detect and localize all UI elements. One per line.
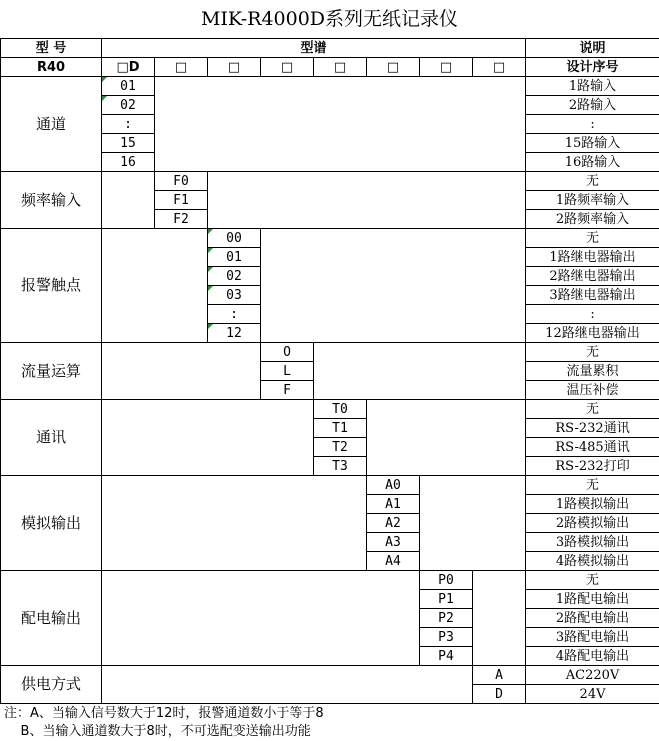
option-code-text: A1 — [385, 496, 401, 512]
option-code-text: 12 — [226, 325, 242, 341]
option-code — [102, 153, 155, 172]
option-code-text: 02 — [226, 268, 242, 284]
blank-cell — [473, 571, 526, 666]
option-description: 2路输入 — [526, 96, 659, 115]
option-code — [155, 191, 208, 210]
blank-cell — [102, 400, 314, 476]
option-description: AC220V — [526, 666, 659, 685]
option-description: 1路频率输入 — [526, 191, 659, 210]
blank-cell — [102, 666, 473, 704]
group-label: 流量运算 — [1, 343, 102, 400]
slot-placeholder: □ — [420, 58, 473, 77]
option-description: 1路模拟输出 — [526, 495, 659, 514]
option-description: 4路配电输出 — [526, 647, 659, 666]
subheader-row — [1, 58, 659, 77]
option-code — [208, 305, 261, 324]
option-code — [314, 438, 367, 457]
spec-row — [1, 476, 659, 495]
group-label: 供电方式 — [1, 666, 102, 704]
blank-cell — [102, 172, 155, 229]
option-code-text: T3 — [332, 458, 348, 474]
option-code — [314, 419, 367, 438]
option-code-text: A4 — [385, 553, 401, 569]
option-code-text: P0 — [438, 572, 454, 588]
option-code-text: A3 — [385, 534, 401, 550]
blank-cell — [261, 229, 526, 343]
option-code — [420, 647, 473, 666]
option-description: 无 — [526, 400, 659, 419]
header-spectrum: 型谱 — [102, 39, 526, 58]
option-code — [102, 77, 155, 96]
slot-placeholder: □ — [155, 58, 208, 77]
option-code-text: : — [230, 306, 238, 322]
option-code-text: 16 — [120, 154, 136, 170]
cell-comment-marker — [208, 248, 213, 253]
option-code-text: T0 — [332, 401, 348, 417]
cell-comment-marker — [208, 229, 213, 234]
option-description: 2路继电器输出 — [526, 267, 659, 286]
option-code-text: : — [124, 116, 132, 132]
option-code-text: A0 — [385, 477, 401, 493]
option-code — [102, 96, 155, 115]
slot-placeholder: □ — [314, 58, 367, 77]
option-code-text: T1 — [332, 420, 348, 436]
option-description: 4路模拟输出 — [526, 552, 659, 571]
spec-row — [1, 229, 659, 248]
option-description: 温压补偿 — [526, 381, 659, 400]
slot-placeholder: □ — [208, 58, 261, 77]
option-code-text: A — [495, 667, 503, 683]
option-code — [367, 476, 420, 495]
option-description: 3路配电输出 — [526, 628, 659, 647]
option-code — [208, 324, 261, 343]
blank-cell — [367, 400, 526, 476]
cell-comment-marker — [208, 324, 213, 329]
option-code — [261, 362, 314, 381]
subheader-description: 设计序号 — [526, 58, 659, 77]
option-code — [261, 381, 314, 400]
option-code-text: A2 — [385, 515, 401, 531]
option-code — [102, 134, 155, 153]
slot-placeholder: □ — [473, 58, 526, 77]
option-description: 1路继电器输出 — [526, 248, 659, 267]
option-code-text: P1 — [438, 591, 454, 607]
option-description: RS-232通讯 — [526, 419, 659, 438]
header-description: 说明 — [526, 39, 659, 58]
option-code — [261, 343, 314, 362]
option-code — [155, 172, 208, 191]
option-description: 无 — [526, 172, 659, 191]
option-description: 2路配电输出 — [526, 609, 659, 628]
cell-comment-marker — [208, 286, 213, 291]
header-row — [1, 39, 659, 58]
blank-cell — [102, 476, 367, 571]
option-code — [367, 552, 420, 571]
option-code-text: P4 — [438, 648, 454, 664]
blank-cell — [420, 476, 526, 571]
document-title: MIK-R4000D系列无纸记录仪 — [200, 8, 459, 30]
option-code — [208, 248, 261, 267]
group-label: 报警触点 — [1, 229, 102, 343]
slot-placeholder: □D — [102, 58, 155, 77]
option-description: 无 — [526, 343, 659, 362]
spec-row — [1, 172, 659, 191]
option-code — [314, 400, 367, 419]
option-description: 2路模拟输出 — [526, 514, 659, 533]
option-description: 24V — [526, 685, 659, 704]
option-code-text: F2 — [173, 211, 189, 227]
option-code-text: F1 — [173, 192, 189, 208]
option-description: 2路频率输入 — [526, 210, 659, 229]
cell-comment-marker — [208, 267, 213, 272]
group-label: 配电输出 — [1, 571, 102, 666]
option-code-text: 15 — [120, 135, 136, 151]
option-code-text: F — [283, 382, 291, 398]
option-description: RS-232打印 — [526, 457, 659, 476]
option-code — [208, 267, 261, 286]
spec-row — [1, 343, 659, 362]
blank-cell — [102, 571, 420, 666]
option-code — [102, 115, 155, 134]
option-description: 1路输入 — [526, 77, 659, 96]
option-description: 流量累积 — [526, 362, 659, 381]
option-code-text: 01 — [226, 249, 242, 265]
option-code — [367, 495, 420, 514]
spec-row — [1, 666, 659, 685]
option-code-text: D — [495, 686, 503, 702]
option-description: 15路输入 — [526, 134, 659, 153]
option-code — [473, 666, 526, 685]
option-description: : — [526, 305, 659, 324]
slot-placeholder: □ — [261, 58, 314, 77]
blank-cell — [314, 343, 526, 400]
option-description: 无 — [526, 571, 659, 590]
option-code — [473, 685, 526, 704]
option-code — [208, 229, 261, 248]
option-code — [367, 514, 420, 533]
option-description: 3路继电器输出 — [526, 286, 659, 305]
option-description: 无 — [526, 476, 659, 495]
option-code-text: 02 — [120, 97, 136, 113]
blank-cell — [102, 229, 208, 343]
blank-cell — [208, 172, 526, 229]
blank-cell — [102, 343, 261, 400]
option-description: 12路继电器输出 — [526, 324, 659, 343]
spec-row — [1, 77, 659, 96]
option-code — [208, 286, 261, 305]
slot-placeholder: □ — [367, 58, 420, 77]
spec-row — [1, 571, 659, 590]
option-description: 1路配电输出 — [526, 590, 659, 609]
option-description: 无 — [526, 229, 659, 248]
option-description: 16路输入 — [526, 153, 659, 172]
option-code — [420, 628, 473, 647]
group-label: 模拟输出 — [1, 476, 102, 571]
option-description: 3路模拟输出 — [526, 533, 659, 552]
blank-cell — [155, 77, 526, 172]
option-code — [420, 590, 473, 609]
note-line: B、当输入通道数大于8时，不可选配变送输出功能 — [4, 724, 311, 739]
note-line: 注：A、当输入信号数大于12时，报警通道数小于等于8 — [4, 706, 324, 721]
option-code-text: F0 — [173, 173, 189, 189]
option-code-text: L — [283, 363, 291, 379]
option-code — [367, 533, 420, 552]
option-description: RS-485通讯 — [526, 438, 659, 457]
option-code — [420, 571, 473, 590]
group-label: 频率输入 — [1, 172, 102, 229]
header-model: 型 号 — [1, 39, 102, 58]
option-code-text: 01 — [120, 78, 136, 94]
option-code — [420, 609, 473, 628]
group-label: 通讯 — [1, 400, 102, 476]
option-code-text: 03 — [226, 287, 242, 303]
option-code — [155, 210, 208, 229]
model-spec-table — [0, 38, 659, 704]
option-code-text: P3 — [438, 629, 454, 645]
option-code-text: T2 — [332, 439, 348, 455]
subheader-model: R40 — [1, 58, 102, 77]
cell-comment-marker — [102, 77, 107, 82]
option-code-text: 00 — [226, 230, 242, 246]
spec-row — [1, 400, 659, 419]
option-code-text: P2 — [438, 610, 454, 626]
cell-comment-marker — [102, 96, 107, 101]
group-label: 通道 — [1, 77, 102, 172]
option-description: : — [526, 115, 659, 134]
option-code-text: O — [283, 344, 291, 360]
option-code — [314, 457, 367, 476]
